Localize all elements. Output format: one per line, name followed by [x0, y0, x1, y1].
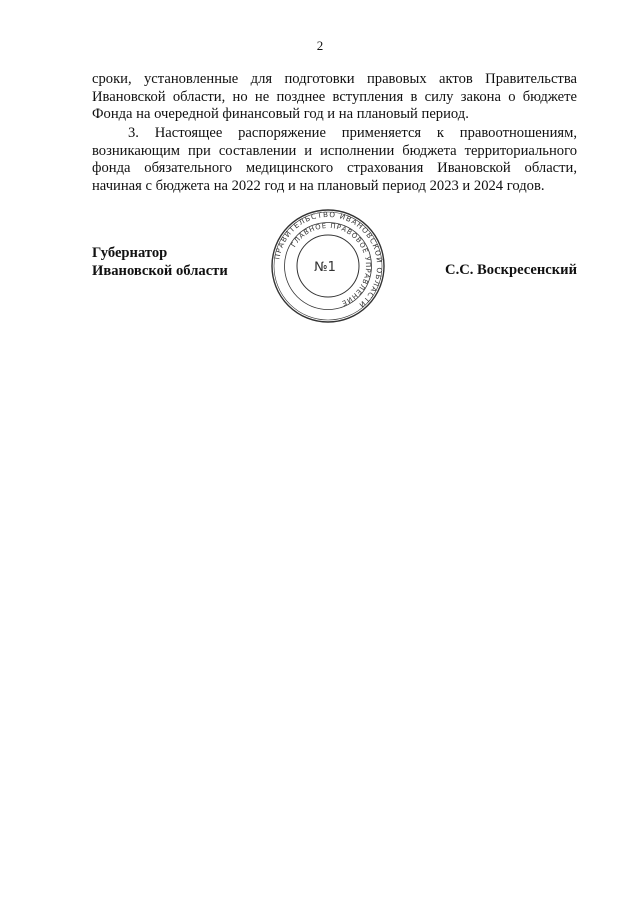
text-line: 3. Настоящее распоряжение применяется к правоотношениям, — [128, 125, 577, 141]
signatory-title-line2: Ивановской области — [92, 262, 228, 279]
seal-outer-text: ПРАВИТЕЛЬСТВО ИВАНОВСКОЙ ОБЛАСТИ — [272, 209, 385, 311]
official-seal-stamp — [263, 208, 393, 324]
paragraph-continued — [92, 71, 577, 124]
text-line: Фонда на очередной финансовый год и на плановый период. — [92, 106, 469, 123]
signatory-name: С.С. Воскресенский — [445, 262, 577, 278]
text-line: возникающим при составлении и исполнении бюджета территориального — [92, 142, 577, 159]
text-line: Ивановской области, но не позднее вступления в силу закона о бюджете — [92, 88, 577, 105]
text-line: сроки, установленные для подготовки правовых актов Правительства — [92, 71, 577, 87]
paragraph-3 — [92, 125, 577, 195]
seal-inner-text: ГЛАВНОЕ ПРАВОВОЕ УПРАВЛЕНИЕ — [289, 221, 373, 308]
seal-center-number: №1 — [314, 260, 336, 275]
signatory-title — [92, 245, 228, 280]
text-line: фонда обязательного медицинского страхования Ивановской области, — [92, 160, 577, 177]
text-line: начиная с бюджета на 2022 год и на плановый период 2023 и 2024 годов. — [92, 177, 545, 194]
signatory-title-line1: Губернатор — [92, 245, 168, 261]
page-number: 2 — [316, 38, 324, 53]
